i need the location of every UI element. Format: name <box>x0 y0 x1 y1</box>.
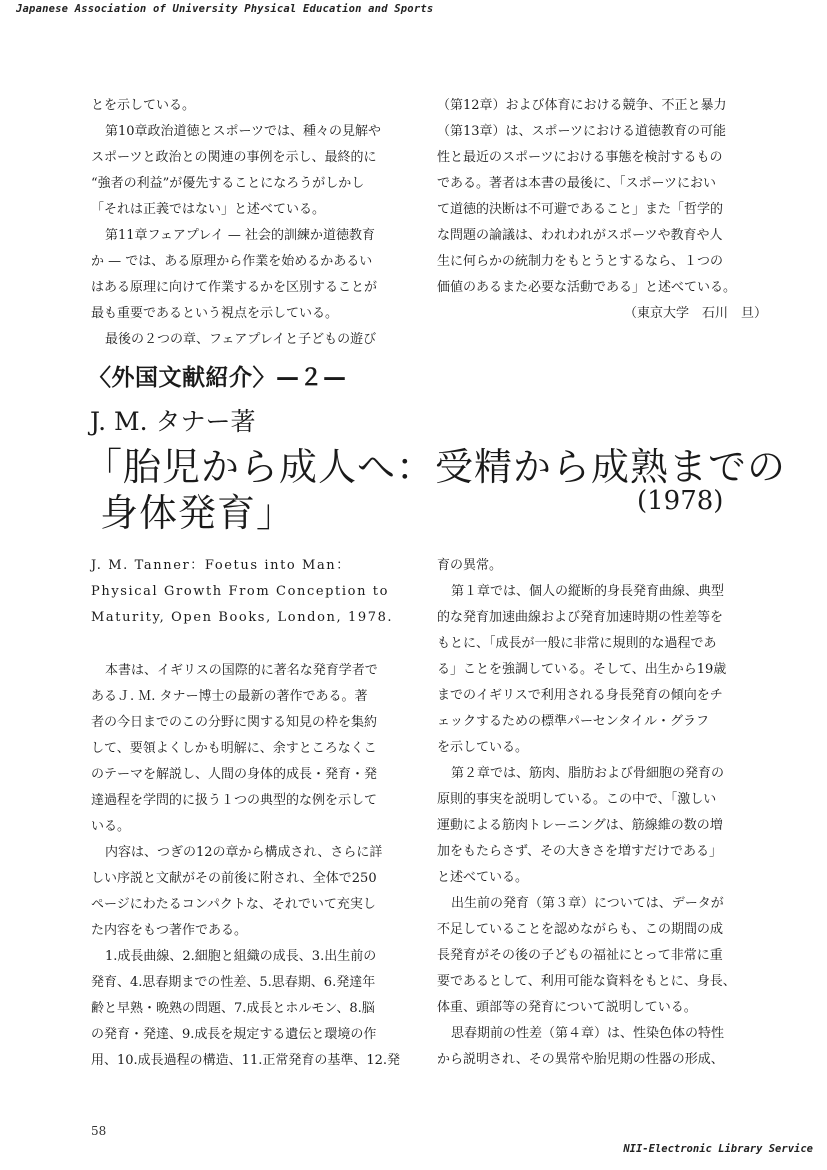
text-line: 出生前の発育（第３章）については、データが <box>451 896 724 911</box>
text-line: 原則的事実を説明している。この中で、「激しい <box>437 792 717 807</box>
text-line: ェックするための標準パーセンタイル・グラフ <box>437 714 709 729</box>
text-line: して、要領よくしかも明解に、余すところなくこ <box>91 741 377 756</box>
text-line: た内容をもつ著作である。 <box>91 923 248 938</box>
text-line: 育の異常。 <box>437 558 503 573</box>
text-line: から説明され、その異常や胎児期の性器の形成、 <box>437 1052 724 1067</box>
bottom-right-column <box>437 553 767 1073</box>
text-line: 長発育がその後の子どもの福祉にとって非常に重 <box>437 948 723 963</box>
bibliography-line: J. M. Tanner：Foetus into Man： <box>91 558 351 573</box>
text-line: 体重、頭部等の発育について説明している。 <box>437 1000 697 1015</box>
text-line: と述べている。 <box>437 870 529 885</box>
text-line: 加をもたらさず、その大きさを増すだけである」 <box>437 844 722 859</box>
text-line: 達過程を学問的に扱う１つの典型的な例を示して <box>91 793 378 808</box>
bibliography-line: Physical Growth From Conception to <box>91 584 390 599</box>
series-heading: 〈外国文献紹介〉—２— <box>88 365 347 391</box>
text-line: か — では、ある原理から作業を始めるかあるい <box>91 254 373 269</box>
text-line: 最後の２つの章、フェアプレイと子どもの遊び <box>105 332 377 347</box>
text-line: 「それは正義ではない」と述べている。 <box>91 202 326 217</box>
text-line: 用、10.成長過程の構造、11.正常発育の基準、12.発 <box>91 1053 401 1068</box>
text-line: 的な発育加速曲線および発育加速時期の性差等を <box>437 610 724 625</box>
text-line: 運動による筋肉トレーニングは、筋線維の数の増 <box>437 818 723 833</box>
text-line: スポーツと政治との関連の事例を示し、最終的に <box>91 150 377 165</box>
text-line: て道徳的決断は不可避であること」また「哲学的 <box>437 202 724 217</box>
text-line: である。著者は本書の最後に、「スポーツにおい <box>437 176 716 191</box>
text-line: 1.成長曲線、2.細胞と組織の成長、3.出生前の <box>105 949 377 964</box>
bibliography-line: Maturity, Open Books, London, 1978. <box>91 610 394 625</box>
text-line: もとに、「成長が一般に非常に規則的な過程であ <box>437 636 717 651</box>
text-line: 齢と早熟・晩熟の問題、7.成長とホルモン、8.脳 <box>91 1001 375 1016</box>
reviewer-signature: （東京大学 石川 旦） <box>623 306 767 321</box>
text-line: 本書は、イギリスの国際的に著名な発育学者で <box>105 663 378 678</box>
review-title-line2: 身体発育」 <box>100 491 296 535</box>
text-line: のテーマを解説し、人間の身体的成長・発育・発 <box>91 767 378 782</box>
text-line: あるＪ. Ｍ. タナー博士の最新の著作である。著 <box>91 689 368 704</box>
text-line: までのイギリスで利用される身長発育の傾向をチ <box>437 688 723 703</box>
review-year: (1978) <box>637 486 724 516</box>
text-line: （第12章）および体育における競争、不正と暴力 <box>437 98 727 113</box>
text-line: 第10章政治道徳とスポーツでは、種々の見解や <box>105 124 382 139</box>
text-line: 第１章では、個人の縦断的身長発育曲線、典型 <box>451 584 725 599</box>
text-line: 者の今日までのこの分野に関する知見の枠を集約 <box>91 715 378 730</box>
page-number: 58 <box>91 1124 107 1138</box>
library-footer: NII-Electronic Library Service <box>623 1143 813 1155</box>
text-line: はある原理に向けて作業するかを区別することが <box>91 280 378 295</box>
text-line: 第11章フェアプレイ — 社会的訓練か道徳教育 <box>105 228 375 243</box>
text-line: 最も重要であるという視点を示している。 <box>91 306 339 321</box>
bibliography <box>91 553 393 631</box>
text-line: 第２章では、筋肉、脂肪および骨細胞の発育の <box>451 766 725 781</box>
text-line: （第13章）は、スポーツにおける道徳教育の可能 <box>437 124 727 139</box>
top-right-column <box>437 93 767 327</box>
text-line: 発育、4.思春期までの性差、5.思春期、6.発達年 <box>91 975 376 990</box>
text-line: とを示している。 <box>91 98 196 113</box>
review-author: J. M. タナー著 <box>90 407 256 436</box>
text-line: 思春期前の性差（第４章）は、性染色体の特性 <box>451 1026 725 1041</box>
text-line: 不足していることを認めながらも、この期間の成 <box>437 922 724 937</box>
top-left-column <box>91 93 411 353</box>
text-line: の発育・発達、9.成長を規定する遺伝と環境の作 <box>91 1027 377 1042</box>
text-line: な問題の論議は、われわれがスポーツや教育や人 <box>437 228 723 243</box>
text-line: 性と最近のスポーツにおける事態を検討するもの <box>437 150 723 165</box>
text-line: “強者の利益”が優先することになろうがしかし <box>91 176 365 191</box>
text-line: 要であるとして、利用可能な資料をもとに、身長、 <box>437 974 736 989</box>
bottom-left-column <box>91 658 411 1074</box>
text-line: いる。 <box>91 819 131 834</box>
top-right-lines <box>437 93 767 301</box>
text-line: ページにわたるコンパクトな、それでいて充実し <box>91 897 376 912</box>
text-line: 生に何らかの統制力をもとうとするなら、１つの <box>437 254 724 269</box>
text-line: る」ことを強調している。そして、出生から19歳 <box>437 662 727 677</box>
review-title-line1: 「胎児から成人へ：受精から成熟までの <box>84 445 787 489</box>
text-line: を示している。 <box>437 740 529 755</box>
text-line: 価値のあるまた必要な活動である」と述べている。 <box>437 280 737 295</box>
journal-header: Japanese Association of University Physical Education and Sports <box>16 3 434 15</box>
text-line: しい序説と文献がその前後に附され、全体で250 <box>91 871 377 886</box>
text-line: 内容は、つぎの12の章から構成され、さらに詳 <box>105 845 383 860</box>
